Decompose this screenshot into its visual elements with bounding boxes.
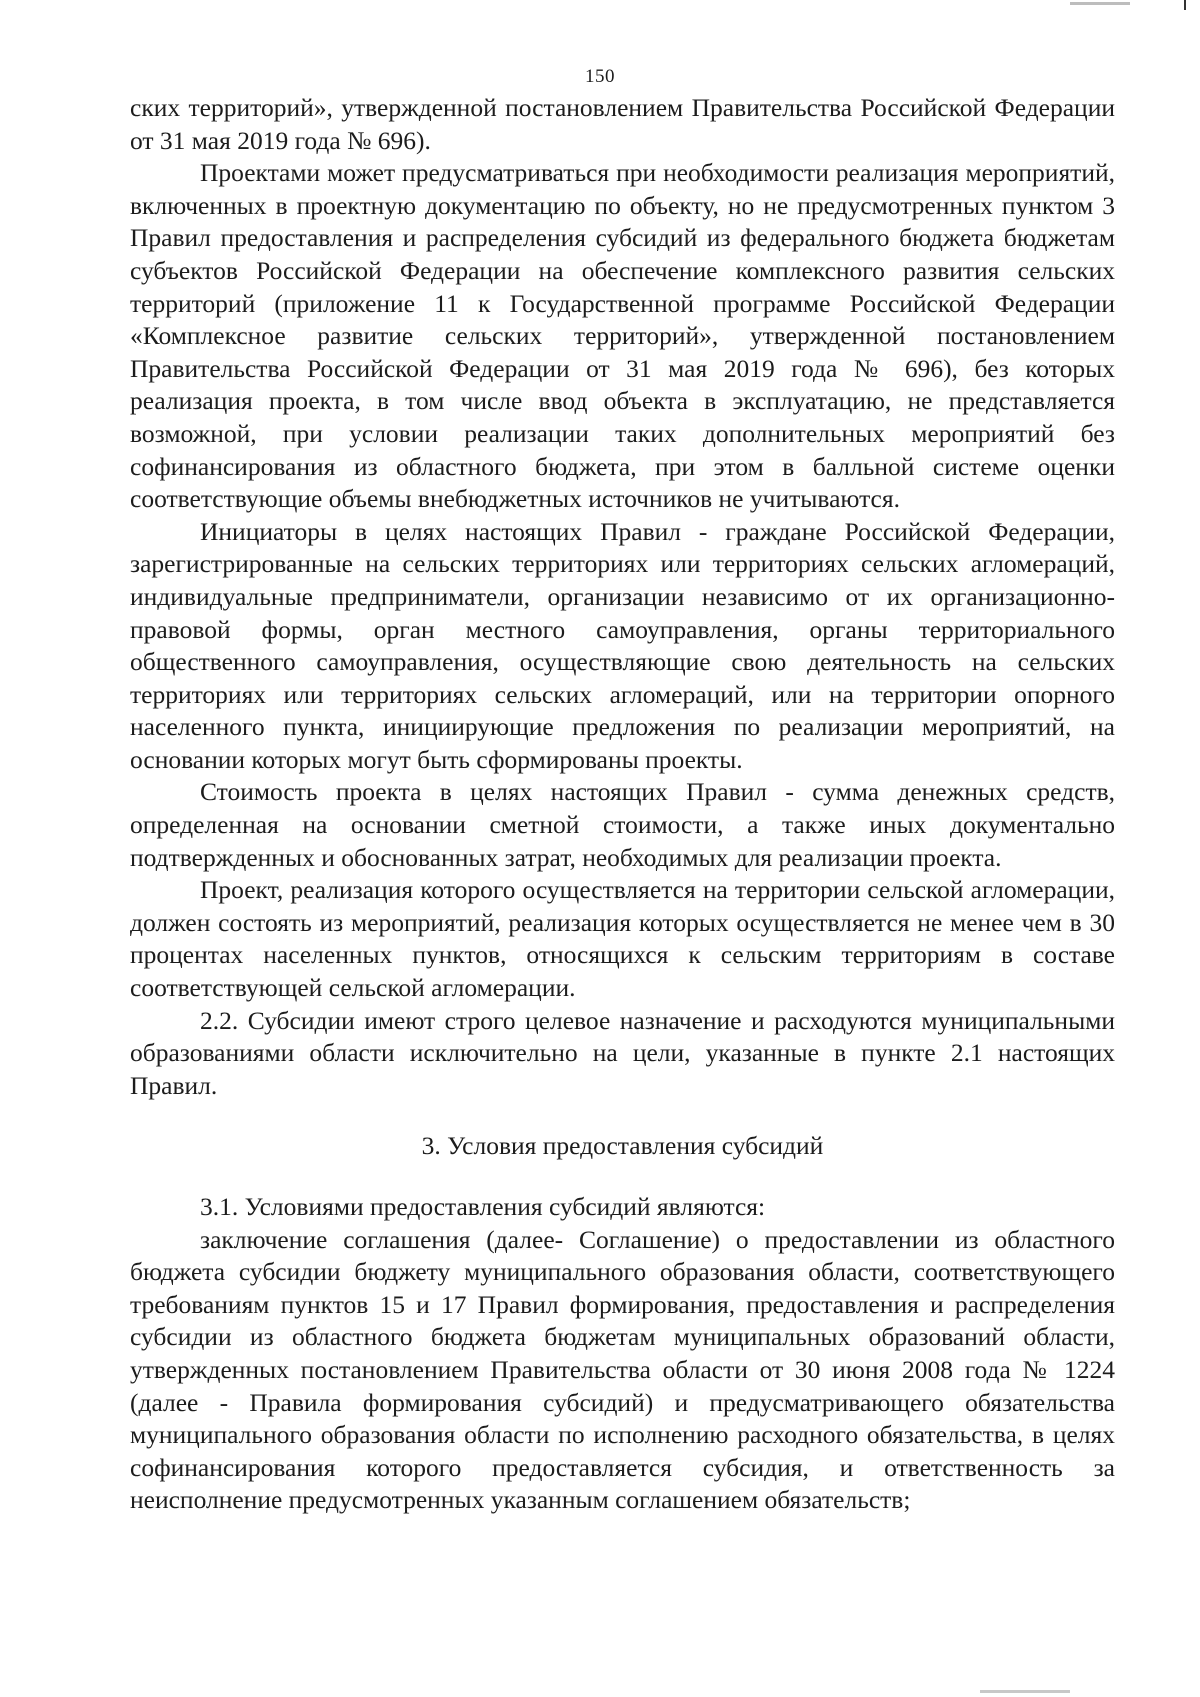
paragraph-agreement-condition: заключение соглашения (далее- Соглашение) о предоставлении из областного бюджета субсидии бюджету муниципального образования области, соответствующего требованиям пунктов 15 и 17 Правил формирования, предоставления и распределения субсидии из областного бюджета бюджетам муниципальных образований области, утвержденных постановлением Правительства области от 30 июня 2008 года № 1224 (далее - Правила формирования субсидий) и предусматривающего обязательства муниципального образования области по исполнению расходного обязательства, в целях софинансирования которого предоставляется субсидия, и ответственность за неисполнение предусмотренных указанным соглашением обязательств; — [130, 1224, 1115, 1515]
paragraph-continuation: ских территорий», утвержденной постановлением Правительства Российской Федерации от 31 мая 2019 года № 696). — [130, 93, 1115, 155]
paragraph-clause-2-2: 2.2. Субсидии имеют строго целевое назначение и расходуются муниципальными образованиями области исключительно на цели, указанные в пункте 2.1 настоящих Правил. — [130, 1005, 1115, 1100]
scan-artifact-top-mark — [1184, 0, 1186, 10]
section-heading: 3. Условия предоставления субсидий — [421, 1131, 824, 1161]
scan-artifact-top-smudge — [1070, 2, 1130, 5]
paragraph-clause-3-1: 3.1. Условиями предоставления субсидий являются: — [200, 1192, 766, 1221]
paragraph-project-cost: Стоимость проекта в целях настоящих Правил - сумма денежных средств, определенная на основании сметной стоимости, а также иных документально подтвержденных и обоснованных затрат, необходимых для реализации проекта. — [130, 777, 1115, 872]
paragraph-agglomeration-project: Проект, реализация которого осуществляется на территории сельской агломерации, должен состоять из мероприятий, реализация которых осуществляется не менее чем в 30 процентах населенных пунктов, относящихся к сельским территориям в составе соответствующей сельской агломерации. — [130, 875, 1115, 1003]
page-number: 150 — [585, 66, 615, 87]
scan-artifact-bottom-smudge — [980, 1690, 1070, 1693]
paragraph-projects: Проектами может предусматриваться при необходимости реализация мероприятий, включенных в проектную документацию по объекту, но не предусмотренных пунктом 3 Правил предоставления и распределения субсидий из федерального бюджета бюджетам субъектов Российской Федерации на обеспечение комплексного развития сельских территорий (приложение 11 к Государственной программе Российской Федерации «Комплексное развитие сельских территорий», утвержденной постановлением Правительства Российской Федерации от 31 мая 2019 года № 696), без которых реализация проекта, в том числе ввод объекта в эксплуатацию, не представляется возможной, при условии реализации таких дополнительных мероприятий без софинансирования из областного бюджета, при этом в балльной системе оценки соответствующие объемы внебюджетных источников не учитываются. — [130, 158, 1115, 514]
paragraph-initiators: Инициаторы в целях настоящих Правил - граждане Российской Федерации, зарегистрированные на сельских территориях или территориях сельских агломераций, индивидуальные предприниматели, организации независимо от их организационно-правовой формы, орган местного самоуправления, органы территориального общественного самоуправления, осуществляющие свою деятельность на сельских территориях или территориях сельских агломераций, или на территории опорного населенного пункта, инициирующие предложения по реализации мероприятий, на основании которых могут быть сформированы проекты. — [130, 516, 1115, 774]
body-text — [130, 92, 1115, 1517]
